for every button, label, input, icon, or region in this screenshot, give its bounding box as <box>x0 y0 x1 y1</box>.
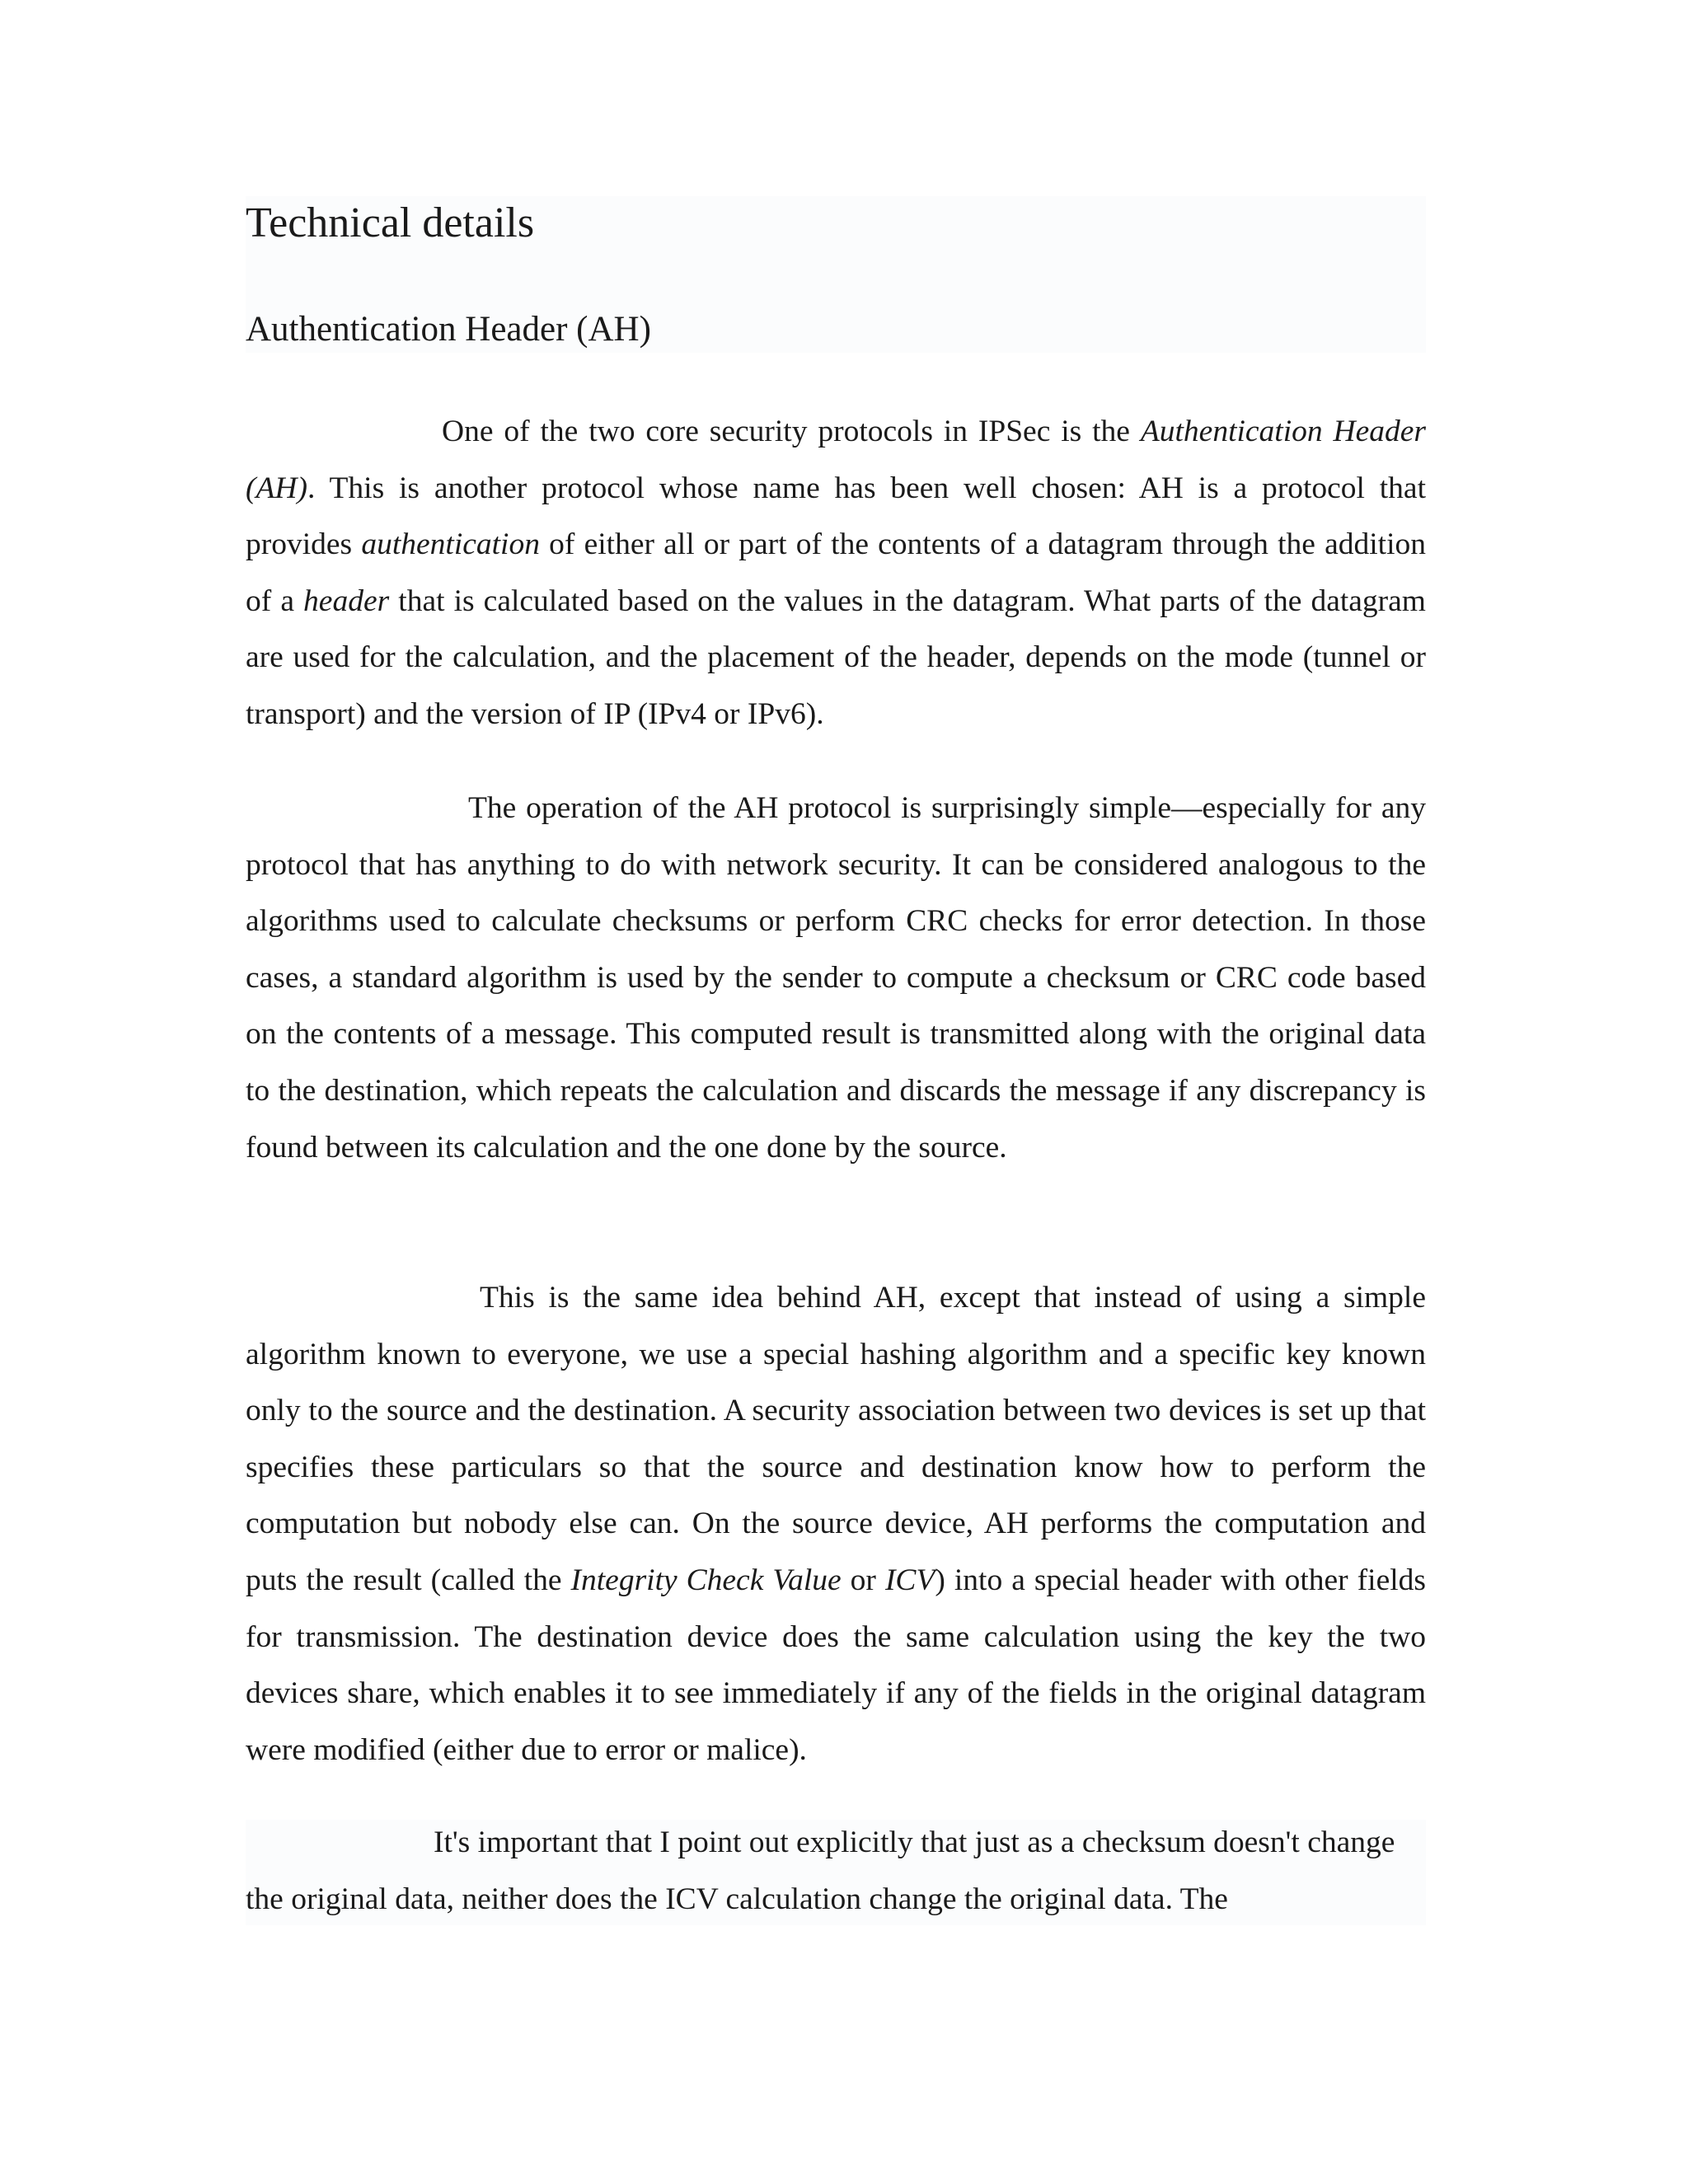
paragraph-3-text-2: or <box>841 1563 885 1597</box>
paragraph-3-text-1: This is the same idea behind AH, except that instead of using a simple algorithm known to everyone, we use a special hashing algorithm and a specific key known only to the source and the destination. A security association between two devices is set up that specifies these particulars so that the source and destination know how to perform the computation but nobody else can. On the source device, AH performs the computation and puts the result (called the <box>246 1281 1426 1597</box>
page-title: Technical details <box>246 199 535 246</box>
paragraph-4: It's important that I point out explicitly that just as a checksum doesn't change the original data, neither does the ICV calculation change the original data. The <box>246 1825 1395 1916</box>
paragraph-1-text-4: that is calculated based on the values in the datagram. What parts of the datagram are used for the calculation, and the placement of the header, depends on the mode (tunnel or transport) and the version of IP (IPv4 or IPv6). <box>246 583 1426 731</box>
paragraph-3-emphasis-2: ICV <box>884 1563 935 1597</box>
paragraph-1-text-2: . This is another protocol whose name has been well chosen: AH is a protocol that provides <box>246 471 1426 562</box>
paragraph-3-text-3: ) into a special header with other fields for transmission. The destination device does the same calculation using the key the two devices share, which enables it to see immediately if any of the fields in the original datagram were modified (either due to error or malice). <box>246 1563 1426 1767</box>
paragraph-1-text-1: One of the two core security protocols in IPSec is the <box>442 415 1141 448</box>
paragraph-1 <box>246 404 1426 743</box>
paragraph-3 <box>246 1270 1426 1779</box>
paragraph-1-emphasis-3: header <box>303 583 390 618</box>
paragraph-1-text-3: of either all or part of the contents of a datagram through the addition of a <box>246 527 1426 618</box>
section-heading: Authentication Header (AH) <box>246 310 651 349</box>
paragraph-1-emphasis-1: Authentication Header (AH) <box>246 415 1426 505</box>
paragraph-1-emphasis-2: authentication <box>361 527 540 562</box>
paragraph-3-emphasis-1: Integrity Check Value <box>570 1563 842 1597</box>
paragraph-2: The operation of the AH protocol is surprisingly simple—especially for any protocol that has anything to do with network security. It can be considered analogous to the algorithms used to calculate checksums or perform CRC checks for error detection. In those cases, a standard algorithm is used by the sender to compute a checksum or CRC code based on the contents of a message. This computed result is transmitted along with the original data to the destination, which repeats the calculation and discards the message if any discrepancy is found between its calculation and the one done by the source. <box>246 791 1426 1165</box>
